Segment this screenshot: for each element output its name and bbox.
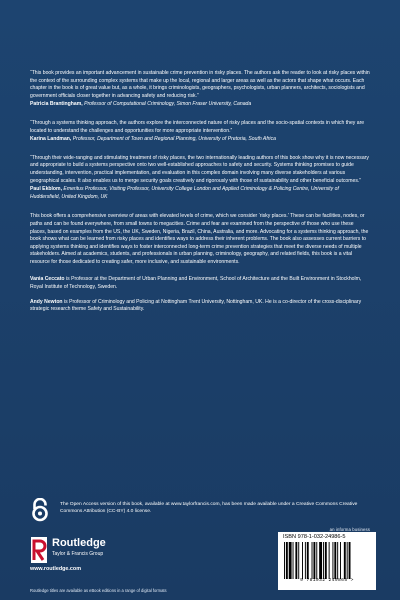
barcode-panel <box>278 532 376 590</box>
barcode-bar <box>340 542 341 579</box>
barcode-bars <box>284 542 370 579</box>
endorsement-attribution <box>30 136 370 144</box>
barcode-bar <box>298 542 299 579</box>
barcode-bar <box>313 542 315 579</box>
author-bio-2 <box>30 299 370 314</box>
barcode-bar <box>302 542 303 579</box>
open-access-text: The Open Access version of this book, available at www.taylorfrancis.com, has been made available under a Creative Commons Creative Commons Attribution (CC-BY) 4.0 license. <box>60 502 358 515</box>
isbn-text: ISBN 978-1-032-24986-5 <box>283 534 346 540</box>
endorsement-quote: “This book provides an important advancement in sustainable crime prevention in risky places. The authors ask the reader to look at risky places within the context of the surrounding complex systems that make up the local, regional and larger areas as well as the actors that shape what occurs. Each chapter in the book is of great value but, as a whole, it brings criminologists, geographers, psychologists, urban planners, architects, sociologists and government officials closer together in advancing safety and reducing risk.” <box>30 70 370 99</box>
endorsement-2 <box>30 120 370 144</box>
barcode-bar <box>337 542 338 579</box>
endorsement-attribution <box>30 101 370 109</box>
barcode-bar <box>349 542 351 579</box>
endorser-name: Karina Landman, <box>30 136 72 143</box>
author-bio-text: is Professor of Criminology and Policing at Nottingham Trent University, Nottingham, UK. He is a co-director of the cross-disciplinary strategic research theme Safety and Sustainability. <box>30 298 362 313</box>
book-description: This book offers a comprehensive overview of areas with elevated levels of crime, which we consider ‘risky places.’ These can be facilities, nodes, or paths and can be found everywhere, from small towns to megacities. Crime and fear are examined from the perspective of those who use these places, based on examples from the US, the UK, Sweden, Nigeria, Brazil, China, Australia, and more. Advocating for a systems thinking approach, the book shows what can be learned from risky places and identifies ways to address their inherent problems. The book also assesses current barriers to applying systems thinking and identifies ways to foster interconnected long-term crime prevention strategies that meet the diverse needs of multiple stakeholders. Aimed at academics, students, and professionals in urban planning, criminology, geography, and related fields, this book is a vital resource for those dedicated to creating safer, more inclusive, and sustainable environments. <box>30 213 369 265</box>
barcode-number: 9 781032 249865 <box>300 578 348 583</box>
barcode-bar <box>325 542 327 579</box>
publisher-group: Taylor & Francis Group <box>52 551 104 557</box>
barcode-bar <box>305 542 306 579</box>
barcode-bar <box>319 542 322 579</box>
cover-text <box>30 70 370 314</box>
barcode-bar <box>344 542 346 579</box>
endorser-name: Patricia Brantingham, <box>30 101 83 108</box>
endorser-title: Emeritus Professor, Visiting Professor, University College London and Applied Criminology & Policing Centre, University of Huddersfield, United Kingdom, UK <box>30 186 339 200</box>
author-bio-text: is Professor at the Department of Urban Planning and Environment, School of Architecture and the Built Environment in Stockholm, Royal Institute of Technology, Sweden. <box>30 276 362 291</box>
author-bio-1 <box>30 276 370 291</box>
endorsement-1 <box>30 70 370 109</box>
endorser-title: Professor, Department of Town and Regional Planning, University of Pretoria, South Africa <box>72 136 276 143</box>
barcode-bar <box>334 542 336 579</box>
endorsement-3 <box>30 155 370 202</box>
endorsement-quote: “Through a systems thinking approach, the authors explore the interconnected nature of risky places and the socio-spatial contexts in which they are located to understand the challenges and opportunities for more appropriate intervention.” <box>30 119 365 134</box>
barcode-bar <box>284 542 285 579</box>
ebook-note: Routledge titles are available as eBook editions in a range of digital formats <box>30 588 167 593</box>
open-access-notice <box>30 498 370 522</box>
barcode-bar <box>293 542 294 579</box>
author-name: Andy Newton <box>30 298 63 305</box>
footer <box>0 522 400 600</box>
barcode-bar <box>286 542 288 579</box>
barcode-bar <box>347 542 348 579</box>
endorsement-quote: “Through their wide-ranging and stimulating treatment of risky places, the two internationally leading authors of this book show why it is now necessary and appropriate to build a systems perspective onto two well-established approaches to safety and security. Systems thinking promises to guide understanding, intervention, practical implementation, and evaluation in this complex domain involving many diverse stakeholders at various geographical scales. It also enables us to merge security goals creatively and rigorously with those of sustainability and other beneficial outcomes.” <box>30 154 369 184</box>
open-access-icon <box>30 498 50 522</box>
endorser-name: Paul Ekblom, <box>30 186 62 193</box>
barcode-bar <box>289 542 292 579</box>
barcode-bar <box>312 542 313 579</box>
endorser-title: Professor of Computational Criminology, Simon Fraser University, Canada <box>84 101 252 108</box>
publisher-name: Routledge <box>52 537 106 549</box>
barcode-arrow: > <box>350 578 354 583</box>
barcode-bar <box>295 542 297 579</box>
endorsement-attribution <box>30 186 370 201</box>
barcode-bar <box>307 542 309 579</box>
routledge-logo <box>30 536 48 564</box>
barcode-bar <box>329 542 330 579</box>
barcode-bar <box>332 542 333 579</box>
publisher-url[interactable]: www.routledge.com <box>30 566 82 572</box>
author-name: Vania Ceccato <box>30 276 65 283</box>
barcode-bar <box>316 542 317 579</box>
barcode-digits <box>278 578 376 583</box>
barcode-bar <box>323 542 324 579</box>
informa-tagline: an informa business <box>329 527 370 532</box>
